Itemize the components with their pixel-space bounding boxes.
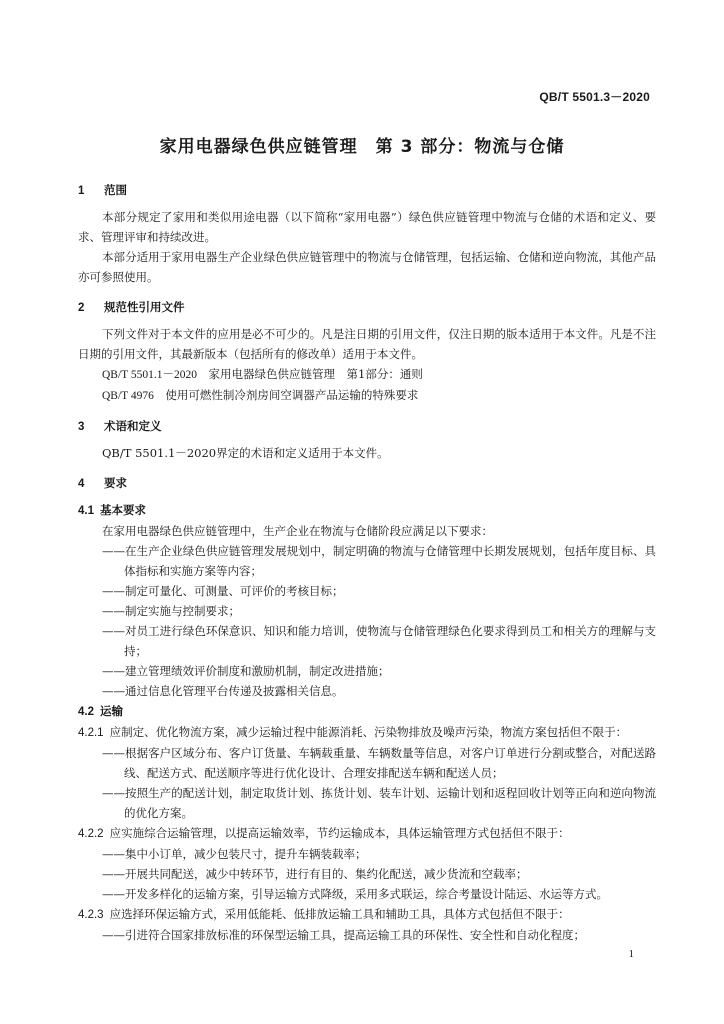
reference-code: QB/T 4976 bbox=[102, 390, 154, 402]
section-number: 3 bbox=[78, 421, 85, 433]
subsection-heading-basic-requirements bbox=[78, 500, 656, 521]
list-item: ——开发多样化的运输方案，引导运输方式降级，采用多式联运，综合考量设计陆运、水运等方式。 bbox=[102, 887, 608, 901]
reference-item bbox=[78, 364, 656, 385]
list-item: ——集中小订单，减少包装尺寸，提升车辆装载率； bbox=[102, 847, 367, 861]
list-item: ——建立管理绩效评价制度和激励机制，制定改进措施； bbox=[102, 664, 390, 678]
subsection-heading-transport bbox=[78, 701, 656, 722]
section-heading-requirements bbox=[78, 473, 656, 494]
section-title: 要求 bbox=[104, 476, 127, 490]
clause-text: 应实施综合运输管理，以提高运输效率，节约运输成本，具体运输管理方式包括但不限于： bbox=[109, 826, 570, 840]
list-item: ——制定实施与控制要求； bbox=[102, 604, 240, 618]
paragraph: 下列文件对于本文件的应用是必不可少的。凡是注日期的引用文件，仅注日期的版本适用于本文件。凡是不注日期的引用文件，其最新版本（包括所有的修改单）适用于本文件。 bbox=[78, 327, 656, 361]
list-item: ——制定可量化、可测量、可评价的考核目标； bbox=[102, 584, 344, 598]
clause bbox=[78, 823, 656, 844]
clause-number: 4.2.3 bbox=[78, 909, 104, 921]
section-number: 1 bbox=[78, 185, 85, 197]
clause bbox=[78, 722, 656, 743]
section-heading-terms bbox=[78, 416, 656, 437]
reference-title: 家用电器绿色供应链管理 第1部分：通则 bbox=[208, 367, 423, 381]
clause-number: 4.2.1 bbox=[78, 727, 104, 739]
paragraph: 在家用电器绿色供应链管理中，生产企业在物流与仓储阶段应满足以下要求： bbox=[102, 524, 493, 538]
section-number: 2 bbox=[78, 302, 85, 314]
section-heading-scope bbox=[78, 180, 656, 201]
section-heading-normative-references bbox=[78, 297, 656, 318]
list-item: ——根据客户区域分布、客户订货量、车辆载重量、车辆数量等信息，对客户订单进行分割或整合，对配送路线、配送方式、配送顺序等进行优化设计、合理安排配送车辆和配送人员； bbox=[102, 746, 656, 780]
list-item: ——通过信息化管理平台传递及披露相关信息。 bbox=[102, 684, 344, 698]
document-title: 家用电器绿色供应链管理 第 3 部分：物流与仓储 bbox=[159, 137, 565, 157]
subsection-number: 4.2 bbox=[78, 706, 94, 718]
list-item: ——对员工进行绿色环保意识、知识和能力培训，使物流与仓储管理绿色化要求得到员工和相关方的理解与支持； bbox=[102, 624, 656, 658]
section-title: 范围 bbox=[104, 183, 127, 197]
list-item: ——开展共同配送，减少中转环节，进行有目的、集约化配送，减少货流和空载率； bbox=[102, 867, 528, 881]
paragraph: QB/T 5501.1－2020界定的术语和定义适用于本文件。 bbox=[102, 446, 389, 460]
reference-code: QB/T 5501.1－2020 bbox=[102, 369, 197, 381]
subsection-title: 基本要求 bbox=[100, 503, 146, 517]
section-title: 术语和定义 bbox=[104, 419, 162, 433]
paragraph: 本部分规定了家用和类似用途电器（以下简称“家用电器”）绿色供应链管理中物流与仓储的术语和定义、要求、管理评审和持续改进。 bbox=[78, 210, 656, 244]
page-number: 1 bbox=[628, 948, 634, 960]
reference-item bbox=[78, 385, 656, 406]
section-number: 4 bbox=[78, 478, 85, 490]
clause-text: 应制定、优化物流方案，减少运输过程中能源消耗、污染物排放及噪声污染，物流方案包括但不限于： bbox=[109, 725, 628, 739]
standard-number: QB/T 5501.3－2020 bbox=[539, 90, 650, 104]
subsection-number: 4.1 bbox=[78, 505, 94, 517]
list-item: ——按照生产的配送计划，制定取货计划、拣货计划、装车计划、运输计划和返程回收计划等正向和逆向物流的优化方案。 bbox=[102, 786, 656, 820]
list-item: ——在生产企业绿色供应链管理发展规划中，制定明确的物流与仓储管理中长期发展规划，包括年度目标、具体指标和实施方案等内容； bbox=[102, 544, 656, 578]
clause-text: 应选择环保运输方式，采用低能耗、低排放运输工具和辅助工具，具体方式包括但不限于： bbox=[109, 907, 570, 921]
section-title: 规范性引用文件 bbox=[104, 300, 185, 314]
clause-number: 4.2.2 bbox=[78, 828, 104, 840]
subsection-title: 运输 bbox=[100, 704, 123, 718]
reference-title: 使用可燃性制冷剂房间空调器产品运输的特殊要求 bbox=[165, 388, 419, 402]
document-body bbox=[78, 180, 656, 945]
list-item: ——引进符合国家排放标准的环保型运输工具，提高运输工具的环保性、安全性和自动化程度； bbox=[102, 928, 585, 942]
clause bbox=[78, 904, 656, 925]
paragraph: 本部分适用于家用电器生产企业绿色供应链管理中的物流与仓储管理，包括运输、仓储和逆向物流，其他产品亦可参照使用。 bbox=[78, 250, 656, 284]
